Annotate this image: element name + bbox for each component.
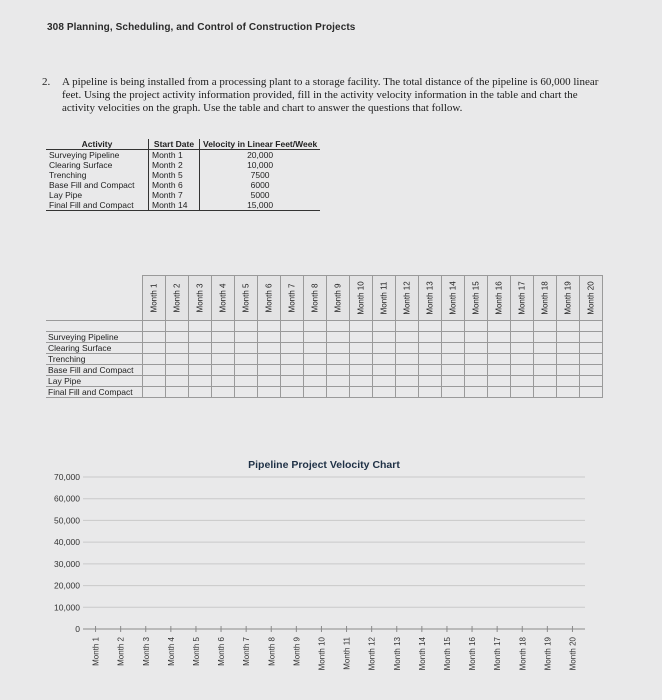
grid-activity-label: Base Fill and Compact xyxy=(46,365,143,376)
month-label: Month 12 xyxy=(402,281,412,315)
y-tick-label: 50,000 xyxy=(54,515,80,526)
velocity-cell: 6000 xyxy=(200,180,321,190)
header-velocity: Velocity in Linear Feet/Week xyxy=(200,139,321,150)
month-label: Month 3 xyxy=(195,283,205,313)
x-tick-label: Month 16 xyxy=(468,637,478,671)
start-cell: Month 6 xyxy=(152,180,183,190)
activity-cell: Final Fill and Compact xyxy=(46,200,149,211)
start-cell: Month 1 xyxy=(152,150,183,160)
velocity-cell: 20,000 xyxy=(200,150,321,161)
month-label: Month 2 xyxy=(172,283,182,313)
x-tick-label: Month 3 xyxy=(141,637,151,666)
month-label: Month 8 xyxy=(310,283,320,313)
month-label: Month 14 xyxy=(448,281,458,315)
start-cell: Month 14 xyxy=(149,200,200,211)
x-tick-label: Month 7 xyxy=(242,637,252,666)
y-tick-label: 40,000 xyxy=(54,537,80,548)
month-label: Month 1 xyxy=(149,283,159,313)
activity-cell: Base Fill and Compact xyxy=(46,180,149,190)
page-header: 308 Planning, Scheduling, and Control of Construction Projects xyxy=(47,22,356,33)
question-number: 2. xyxy=(42,76,51,88)
grid-activity-label: Lay Pipe xyxy=(46,376,143,387)
x-tick-label: Month 6 xyxy=(217,637,227,666)
activity-cell: Lay Pipe xyxy=(46,190,149,200)
month-label: Month 10 xyxy=(356,281,366,315)
month-label: Month 7 xyxy=(287,283,297,313)
x-tick-label: Month 10 xyxy=(317,637,327,671)
start-cell: Month 7 xyxy=(152,190,183,200)
header-activity: Activity xyxy=(46,139,149,150)
month-label: Month 4 xyxy=(218,283,228,313)
activity-cell: Trenching xyxy=(46,170,149,180)
y-tick-label: 30,000 xyxy=(54,558,80,569)
question-text: A pipeline is being installed from a processing plant to a storage facility. The total distance of the pipeline is 60,000 linear feet. Using the project activity information provided, fill in the activity velocity information in the table and chart the activity velocities on the graph. Use the table and chart to answer the questions that follow. xyxy=(62,76,599,114)
x-tick-label: Month 5 xyxy=(191,637,201,666)
y-tick-label: 70,000 xyxy=(54,472,80,482)
x-tick-label: Month 17 xyxy=(493,637,503,671)
velocity-cell: 5000 xyxy=(200,190,321,200)
x-tick-label: Month 19 xyxy=(543,637,553,671)
chart-title: Pipeline Project Velocity Chart xyxy=(248,459,400,471)
header-start-date: Start Date xyxy=(149,139,200,150)
month-label: Month 18 xyxy=(540,281,550,315)
start-cell: Month 5 xyxy=(152,170,183,180)
grid-activity-label: Surveying Pipeline xyxy=(46,332,143,343)
month-label: Month 17 xyxy=(517,281,527,315)
x-tick-label: Month 4 xyxy=(166,637,176,666)
x-tick-label: Month 11 xyxy=(342,637,352,670)
y-tick-label: 60,000 xyxy=(54,493,80,504)
y-tick-label: 20,000 xyxy=(54,580,80,591)
start-cell: Month 2 xyxy=(152,160,183,170)
velocity-cell: 7500 xyxy=(200,170,321,180)
grid-activity-label: Final Fill and Compact xyxy=(46,387,143,398)
month-label: Month 11 xyxy=(379,281,389,315)
x-tick-label: Month 20 xyxy=(568,637,578,671)
month-label: Month 19 xyxy=(563,281,573,315)
x-tick-label: Month 2 xyxy=(116,637,126,666)
x-tick-label: Month 15 xyxy=(442,637,452,671)
month-label: Month 5 xyxy=(241,283,251,313)
velocity-cell: 10,000 xyxy=(200,160,321,170)
month-label: Month 16 xyxy=(494,281,504,315)
month-label: Month 9 xyxy=(333,283,343,313)
month-label: Month 20 xyxy=(586,281,596,315)
y-tick-label: 0 xyxy=(75,624,80,634)
month-label: Month 6 xyxy=(264,283,274,313)
x-tick-label: Month 1 xyxy=(91,637,101,666)
month-label: Month 13 xyxy=(425,281,435,315)
grid-activity-label: Clearing Surface xyxy=(46,343,143,354)
velocity-cell: 15,000 xyxy=(200,200,321,211)
x-tick-label: Month 14 xyxy=(417,637,427,671)
x-tick-label: Month 13 xyxy=(392,637,402,671)
x-tick-label: Month 18 xyxy=(518,637,528,671)
x-tick-label: Month 8 xyxy=(267,637,277,666)
x-tick-label: Month 12 xyxy=(367,637,377,671)
y-tick-label: 10,000 xyxy=(54,602,80,613)
grid-activity-label: Trenching xyxy=(46,354,143,365)
activity-cell: Clearing Surface xyxy=(46,160,149,170)
activity-cell: Surveying Pipeline xyxy=(46,150,149,161)
month-label: Month 15 xyxy=(471,281,481,315)
x-tick-label: Month 9 xyxy=(292,637,302,666)
